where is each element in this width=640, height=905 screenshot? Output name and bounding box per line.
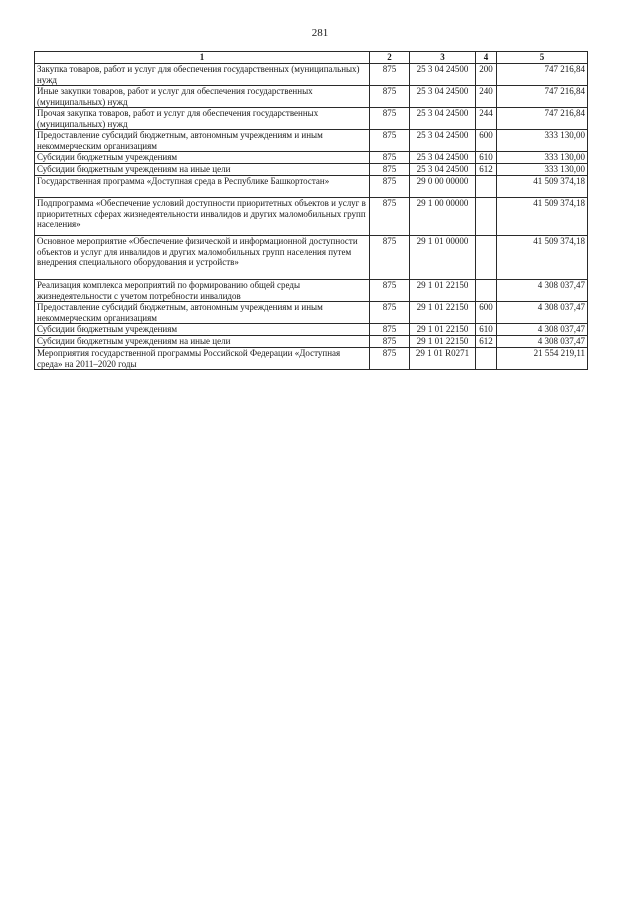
row-target-article: 25 3 04 24500 (410, 86, 476, 108)
row-expense-type: 600 (476, 302, 497, 324)
row-target-article: 25 3 04 24500 (410, 152, 476, 164)
row-name: Основное мероприятие «Обеспечение физической и информационной доступности объектов и услуг для инвалидов и других маломобильных групп населения путем внедрения специального оборудования и устройств» (35, 236, 370, 280)
row-amount: 747 216,84 (497, 108, 588, 130)
row-amount: 747 216,84 (497, 86, 588, 108)
header-col-2: 2 (370, 52, 410, 64)
row-name: Мероприятия государственной программы Российской Федерации «Доступная среда» на 2011–2020 годы (35, 348, 370, 370)
table-row (35, 86, 588, 108)
table-row (35, 336, 588, 348)
row-name: Иные закупки товаров, работ и услуг для обеспечения государственных (муниципальных) нужд (35, 86, 370, 108)
table-row (35, 64, 588, 86)
row-expense-type (476, 348, 497, 370)
row-name: Подпрограмма «Обеспечение условий доступности приоритетных объектов и услуг в приоритетных сферах жизнедеятельности инвалидов и других маломобильных групп населения» (35, 198, 370, 236)
row-department-code: 875 (370, 164, 410, 176)
row-name: Государственная программа «Доступная среда в Республике Башкортостан» (35, 176, 370, 198)
row-name: Предоставление субсидий бюджетным, автономным учреждениям и иным некоммерческим организациям (35, 302, 370, 324)
row-amount: 333 130,00 (497, 152, 588, 164)
row-target-article: 29 1 01 00000 (410, 236, 476, 280)
row-expense-type (476, 280, 497, 302)
row-target-article: 25 3 04 24500 (410, 130, 476, 152)
row-department-code: 875 (370, 130, 410, 152)
row-expense-type: 244 (476, 108, 497, 130)
row-name: Субсидии бюджетным учреждениям (35, 152, 370, 164)
table-row (35, 302, 588, 324)
row-amount: 21 554 219,11 (497, 348, 588, 370)
header-col-3: 3 (410, 52, 476, 64)
table-row (35, 152, 588, 164)
row-target-article: 25 3 04 24500 (410, 108, 476, 130)
row-amount: 41 509 374,18 (497, 198, 588, 236)
row-expense-type (476, 176, 497, 198)
row-name: Субсидии бюджетным учреждениям на иные цели (35, 164, 370, 176)
header-col-5: 5 (497, 52, 588, 64)
table-row (35, 324, 588, 336)
header-row (35, 52, 588, 64)
table-row (35, 176, 588, 198)
row-expense-type: 612 (476, 164, 497, 176)
row-target-article: 29 1 01 22150 (410, 336, 476, 348)
row-name: Реализация комплекса мероприятий по формированию общей среды жизнедеятельности с учетом потребности инвалидов (35, 280, 370, 302)
table-row (35, 348, 588, 370)
row-department-code: 875 (370, 302, 410, 324)
row-amount: 41 509 374,18 (497, 176, 588, 198)
table-row (35, 236, 588, 280)
row-department-code: 875 (370, 152, 410, 164)
row-name: Прочая закупка товаров, работ и услуг для обеспечения государственных (муниципальных) нужд (35, 108, 370, 130)
row-amount: 333 130,00 (497, 130, 588, 152)
table-row (35, 108, 588, 130)
row-target-article: 25 3 04 24500 (410, 164, 476, 176)
row-amount: 4 308 037,47 (497, 324, 588, 336)
table-row (35, 164, 588, 176)
row-target-article: 29 1 01 R0271 (410, 348, 476, 370)
budget-table (34, 51, 588, 370)
row-amount: 747 216,84 (497, 64, 588, 86)
row-expense-type: 610 (476, 152, 497, 164)
row-amount: 41 509 374,18 (497, 236, 588, 280)
header-col-4: 4 (476, 52, 497, 64)
row-name: Субсидии бюджетным учреждениям на иные цели (35, 336, 370, 348)
row-name: Субсидии бюджетным учреждениям (35, 324, 370, 336)
table-row (35, 130, 588, 152)
table-row (35, 280, 588, 302)
row-department-code: 875 (370, 108, 410, 130)
row-expense-type: 200 (476, 64, 497, 86)
row-target-article: 29 1 01 22150 (410, 280, 476, 302)
row-expense-type: 240 (476, 86, 497, 108)
row-expense-type (476, 198, 497, 236)
row-target-article: 25 3 04 24500 (410, 64, 476, 86)
row-department-code: 875 (370, 236, 410, 280)
row-target-article: 29 1 01 22150 (410, 324, 476, 336)
row-department-code: 875 (370, 280, 410, 302)
row-expense-type: 612 (476, 336, 497, 348)
row-department-code: 875 (370, 176, 410, 198)
row-name: Предоставление субсидий бюджетным, автономным учреждениям и иным некоммерческим организациям (35, 130, 370, 152)
row-amount: 4 308 037,47 (497, 280, 588, 302)
row-target-article: 29 1 01 22150 (410, 302, 476, 324)
header-col-1: 1 (35, 52, 370, 64)
row-expense-type: 600 (476, 130, 497, 152)
row-department-code: 875 (370, 86, 410, 108)
row-amount: 333 130,00 (497, 164, 588, 176)
table-row (35, 198, 588, 236)
row-department-code: 875 (370, 64, 410, 86)
row-expense-type: 610 (476, 324, 497, 336)
row-target-article: 29 0 00 00000 (410, 176, 476, 198)
row-target-article: 29 1 00 00000 (410, 198, 476, 236)
row-name: Закупка товаров, работ и услуг для обеспечения государственных (муниципальных) нужд (35, 64, 370, 86)
row-department-code: 875 (370, 324, 410, 336)
row-amount: 4 308 037,47 (497, 336, 588, 348)
row-department-code: 875 (370, 336, 410, 348)
row-department-code: 875 (370, 198, 410, 236)
page-number: 281 (311, 27, 329, 39)
row-expense-type (476, 236, 497, 280)
row-amount: 4 308 037,47 (497, 302, 588, 324)
row-department-code: 875 (370, 348, 410, 370)
